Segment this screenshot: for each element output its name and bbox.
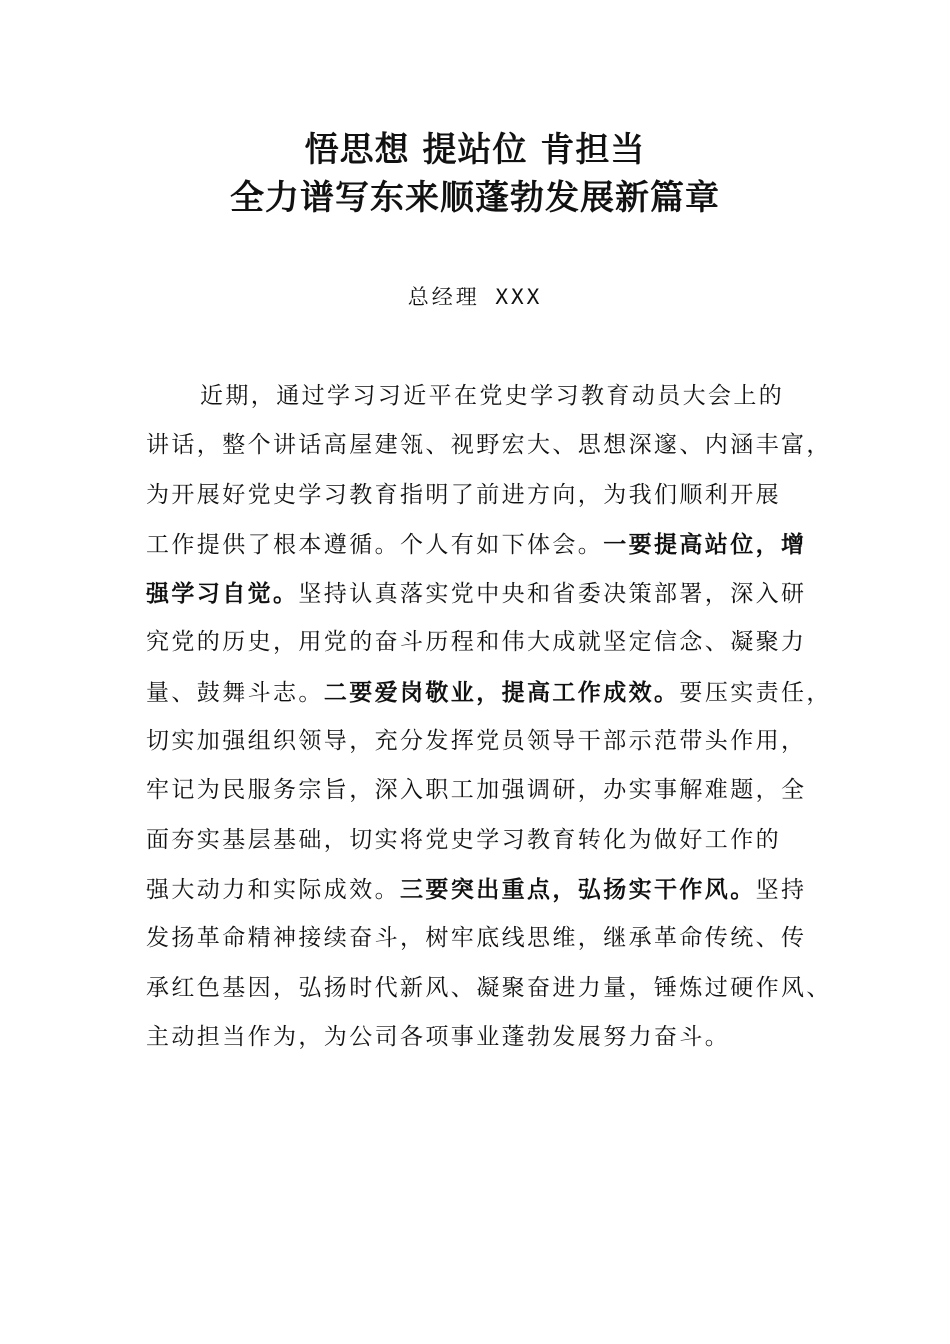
body-text: 为开展好党史学习教育指明了前进方向，为我们顺利开展 (146, 481, 781, 508)
body-line (146, 816, 822, 865)
body-text: 发扬革命精神接续奋斗，树牢底线思维，继承革命传统、传 (146, 925, 807, 952)
body-text: 坚持认真落实党中央和省委决策部署，深入研 (298, 581, 807, 608)
body-line (146, 471, 822, 520)
body-line (146, 717, 822, 766)
body-text: 主动担当作为，为公司各项事业蓬勃发展努力奋斗。 (146, 1023, 731, 1050)
bold-heading-2: 二要爱岗敬业，提高工作成效。 (323, 678, 680, 706)
document-author: 总经理 XXX (407, 285, 543, 309)
bold-heading-1: 一要提高站位，增 (603, 530, 807, 558)
body-text: 坚持 (755, 876, 807, 903)
body-line (146, 865, 822, 914)
document-title-line-2: 全力谱写东来顺蓬勃发展新篇章 (230, 178, 720, 218)
body-text: 工作提供了根本遵循。个人有如下体会。 (146, 531, 604, 558)
body-text: 牢记为民服务宗旨，深入职工加强调研，办实事解难题，全 (146, 777, 807, 804)
body-line (146, 964, 832, 1013)
body-line (146, 569, 822, 618)
body-line (146, 914, 822, 963)
body-line (146, 372, 822, 421)
body-text: 要压实责任， (679, 679, 832, 706)
body-line (146, 1013, 822, 1062)
body-text: 承红色基因，弘扬时代新风、凝聚奋进力量，锤炼过硬作风、 (146, 974, 832, 1001)
body-line (146, 421, 832, 470)
document-title-line-1: 悟思想 提站位 肯担当 (304, 130, 646, 170)
body-text: 近期，通过学习习近平在党史学习教育动员大会上的 (200, 383, 785, 409)
body-line (146, 668, 832, 717)
bold-heading-3: 三要突出重点，弘扬实干作风。 (400, 875, 756, 903)
body-text: 量、鼓舞斗志。 (146, 679, 324, 706)
bold-heading-1-cont: 强学习自觉。 (146, 580, 299, 608)
body-text: 强大动力和实际成效。 (146, 876, 400, 903)
body-text: 究党的历史，用党的奋斗历程和伟大成就坚定信念、凝聚力 (146, 629, 807, 656)
body-line (146, 766, 822, 815)
body-text: 讲话，整个讲话高屋建瓴、视野宏大、思想深邃、内涵丰富， (146, 432, 832, 459)
body-line (146, 520, 822, 569)
body-text: 切实加强组织领导，充分发挥党员领导干部示范带头作用， (146, 728, 807, 755)
document-body (146, 372, 832, 1062)
body-line (146, 618, 822, 667)
body-text: 面夯实基层基础，切实将党史学习教育转化为做好工作的 (146, 826, 781, 853)
